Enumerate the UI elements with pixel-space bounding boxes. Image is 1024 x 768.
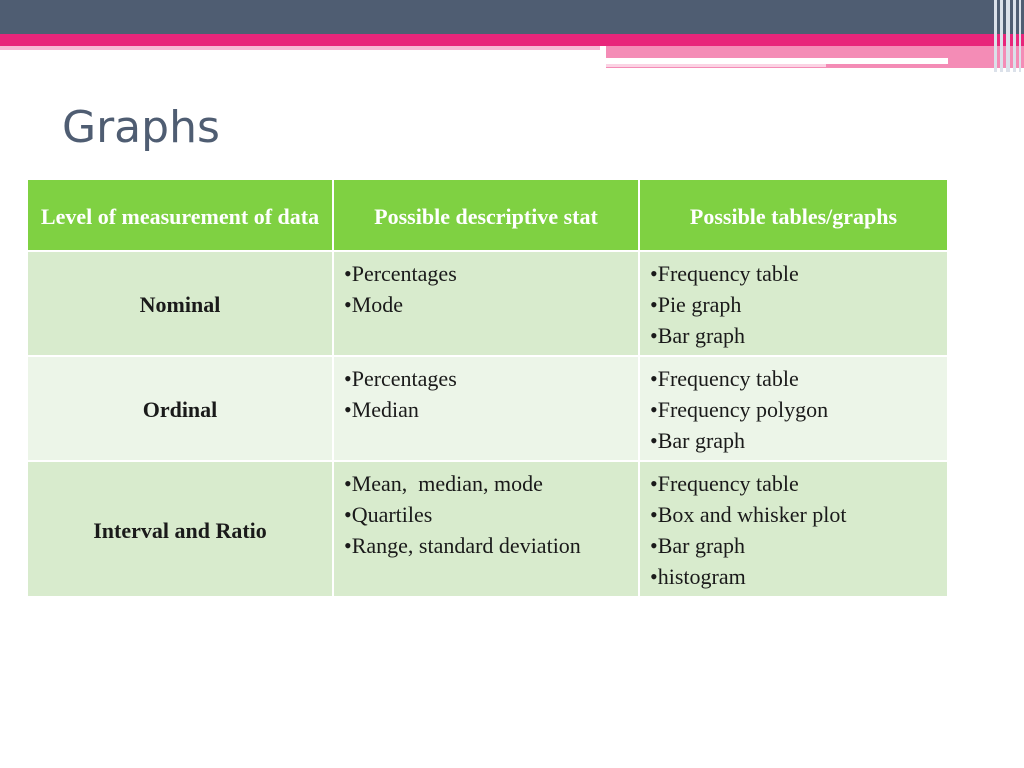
list-item: •Mean, median, mode xyxy=(344,471,543,496)
list-item: •Bar graph xyxy=(650,428,746,453)
level-cell: Interval and Ratio xyxy=(27,461,333,597)
decorative-stripes xyxy=(992,0,1024,72)
table-row xyxy=(27,251,948,356)
list-item: •Bar graph xyxy=(650,323,746,348)
stats-cell xyxy=(333,461,639,597)
table-row xyxy=(27,461,948,597)
header-stat: Possible descriptive stat xyxy=(333,179,639,251)
stats-cell xyxy=(333,251,639,356)
header-bar xyxy=(0,0,1024,34)
list-item: •Pie graph xyxy=(650,292,742,317)
list-item: •Percentages xyxy=(344,366,457,391)
graphs-cell xyxy=(639,461,948,597)
table-row xyxy=(27,356,948,461)
list-item: •Frequency polygon xyxy=(650,397,829,422)
list-item: •histogram xyxy=(650,564,746,589)
level-cell: Nominal xyxy=(27,251,333,356)
list-item: •Frequency table xyxy=(650,366,799,391)
graphs-cell xyxy=(639,251,948,356)
measurement-table xyxy=(26,178,949,598)
list-item: •Range, standard deviation xyxy=(344,533,581,558)
slide-title: Graphs xyxy=(62,102,220,153)
list-item: •Frequency table xyxy=(650,261,799,286)
list-item: •Mode xyxy=(344,292,404,317)
list-item: •Median xyxy=(344,397,419,422)
graphs-cell xyxy=(639,356,948,461)
accent-band xyxy=(0,34,1024,46)
table-header-row xyxy=(27,179,948,251)
table-container xyxy=(26,178,947,598)
accent-tab-line-light xyxy=(606,64,826,67)
level-cell: Ordinal xyxy=(27,356,333,461)
list-item: •Box and whisker plot xyxy=(650,502,847,527)
list-item: •Quartiles xyxy=(344,502,433,527)
list-item: •Frequency table xyxy=(650,471,799,496)
header-level: Level of measurement of data xyxy=(27,179,333,251)
list-item: •Bar graph xyxy=(650,533,746,558)
accent-band-light xyxy=(0,46,600,50)
stats-cell xyxy=(333,356,639,461)
header-graphs: Possible tables/graphs xyxy=(639,179,948,251)
list-item: •Percentages xyxy=(344,261,457,286)
